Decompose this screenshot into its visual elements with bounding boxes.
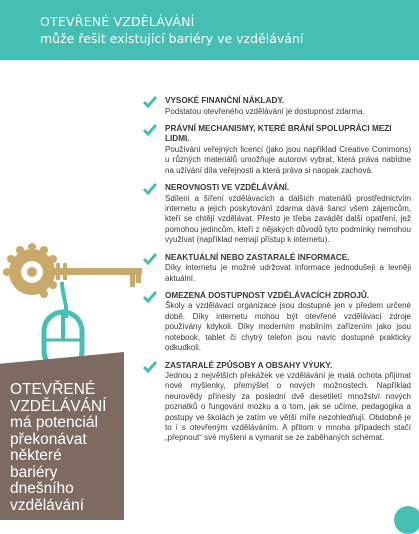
list-item — [143, 291, 411, 354]
check-icon — [143, 291, 157, 303]
corner-decoration — [394, 506, 419, 534]
list-item — [143, 253, 411, 284]
check-icon — [143, 124, 157, 136]
side-line: překonávat — [10, 430, 87, 448]
item-title: VYSOKÉ FINANČNÍ NÁKLADY. — [165, 96, 285, 105]
list-item — [143, 96, 411, 117]
barrier-list — [143, 96, 411, 451]
computer-mouse-icon — [0, 0, 124, 400]
item-text: Používání veřejných licencí (jako jsou například Creative Commons) u různých materiálů umožňuje autorovi vybrat, která práva nabídne na užívání díla veřejnosti a která práva si naopak zachová. — [165, 144, 411, 175]
item-title: OMEZENÁ DOSTUPNOST VZDĚLÁVACÍCH ZDROJŮ. — [165, 290, 370, 300]
item-text: Školy a vzdělávací organizace jsou dostupné jen v předem určené době. Díky internetu mohou být otevřené vzdělávací zdroje používány kdykoli. Díky moderním mobilním zařízením jako jsou notebook, tablet či chytrý telefon jsou navíc dostupné prakticky odkudkoli. — [165, 301, 411, 353]
item-text: Díky internetu je možné udržovat informace jednodušeji a levněji aktuální. — [165, 263, 411, 283]
item-text: Jednou z největších překážek ve vzdělávání je malá ochota přijímat nové myšlenky, přemýšlet o nových možnostech. Například neurovědy přinesly za poslední dvě desetiletí množství nových poznatků o fungování mozku a o tom, jak se učíme, pedagogika a postupy ve školách je zatím ve větší míře nezohledňují. Obdobně je to i s otevřeným vzděláváním. A přitom v mnoha případech stačí „přepnout“ své myšlení a vymanit se ze zaběhaných schémat. — [165, 371, 411, 443]
list-item — [143, 183, 411, 246]
check-icon — [143, 361, 157, 373]
page-title: OTEVŘENÉ VZDĚLÁVÁNÍ — [40, 14, 195, 29]
item-title: PRÁVNÍ MECHANISMY, KTERÉ BRÁNÍ SPOLUPRÁCI MEZI LIDMI. — [165, 123, 392, 144]
list-item — [143, 124, 411, 176]
item-text: Sdílení a šíření vzdělávacích a dalších materiálů prostřednictvím internetu a jejich poskytování zdarma dává šanci všem zájemcům, kteří se chtějí vzdělávat. Přesto je třeba zavádět další opatření, jež pomohou jedincům, kteří z nějakých důvodů tyto podmínky nemohou využívat (například nemají přístup k internetu). — [165, 193, 411, 245]
side-line: OTEVŘENÉ — [10, 381, 96, 398]
side-line: vzdělávání — [10, 496, 85, 514]
item-text: Podstatou otevřeného vzdělávání je dostupnost zdarma. — [165, 106, 365, 116]
item-title: ZASTARALÉ ZPŮSOBY A OBSAHY VÝUKY. — [165, 360, 333, 370]
list-item — [143, 361, 411, 444]
check-icon — [143, 253, 157, 265]
side-line: dnešního — [10, 480, 74, 497]
side-line: VZDĚLÁVÁNÍ — [10, 397, 107, 415]
check-icon — [143, 183, 157, 195]
side-line: má potenciál — [10, 414, 98, 431]
page-subtitle: může řešit existující bariéry ve vzdělávání — [40, 31, 304, 46]
check-icon — [143, 96, 157, 108]
side-panel-text — [10, 382, 120, 514]
side-line: bariéry — [10, 463, 58, 481]
side-line: některé — [10, 447, 62, 464]
item-title: NEROVNOSTI VE VZDĚLÁVÁNÍ. — [165, 183, 290, 193]
item-title: NEAKTUÁLNÍ NEBO ZASTARALÉ INFORMACE. — [165, 252, 350, 262]
